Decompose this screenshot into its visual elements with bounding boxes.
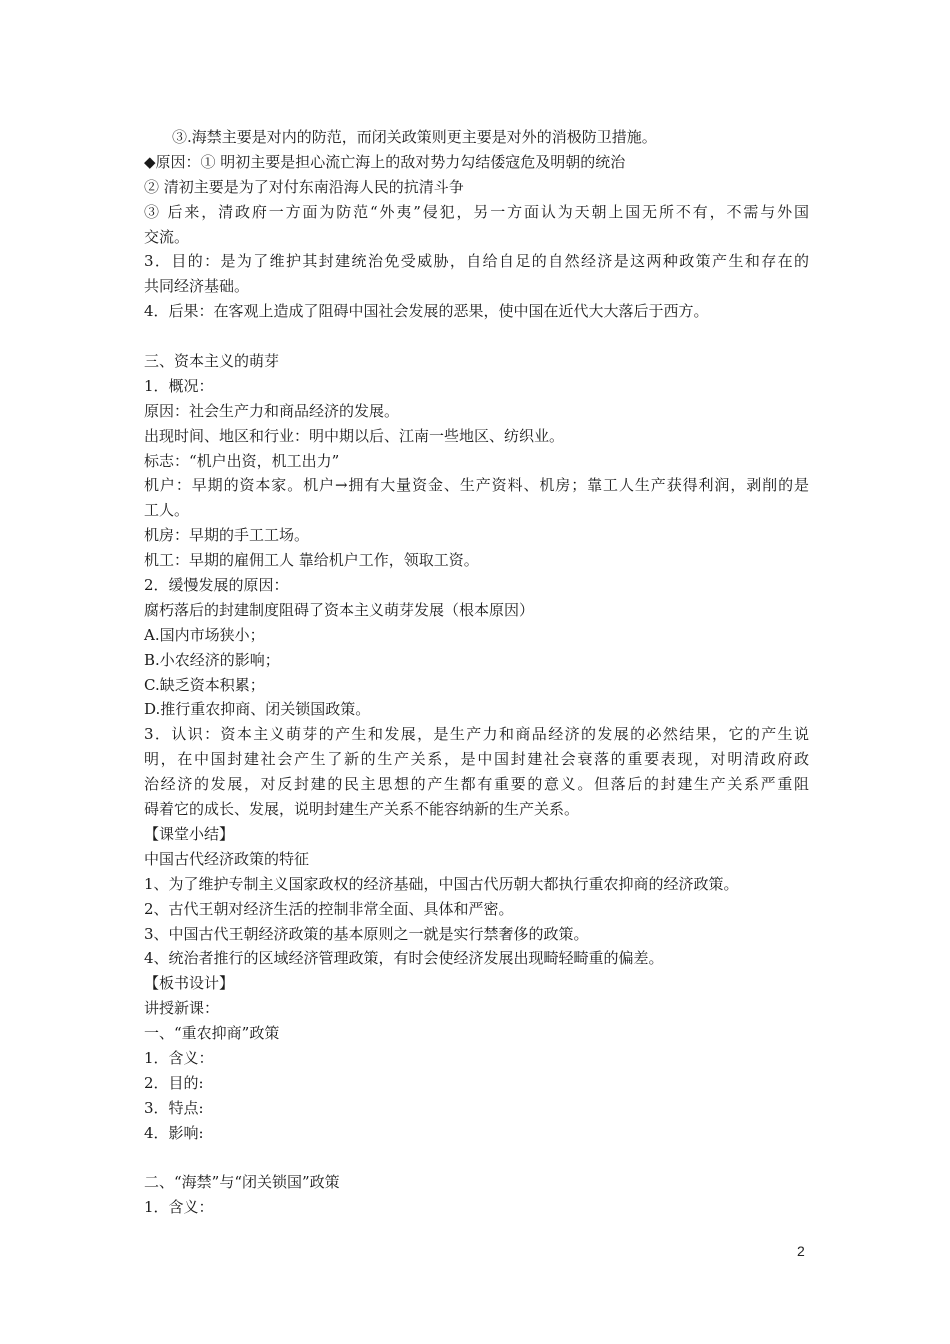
list-item: 3．特点: bbox=[144, 1098, 204, 1117]
text-line: 中国古代经济政策的特征 bbox=[144, 849, 310, 868]
list-item: 4．影响: bbox=[144, 1123, 204, 1142]
list-item: 4、统治者推行的区域经济管理政策，有时会使经济发展出现畸轻畸重的偏差。 bbox=[144, 949, 664, 968]
text-line: 2．缓慢发展的原因： bbox=[144, 576, 289, 595]
text-line: ② 清初主要是为了对付东南沿海人民的抗清斗争 bbox=[144, 177, 464, 196]
text-line: 出现时间、地区和行业：明中期以后、江南一些地区、纺织业。 bbox=[144, 426, 565, 445]
list-item: 1、为了维护专制主义国家政权的经济基础，中国古代历朝大都执行重农抑商的经济政策。 bbox=[144, 874, 739, 893]
list-item: C.缺乏资本积累； bbox=[144, 675, 265, 694]
list-item: D.推行重农抑商、闭关锁国政策。 bbox=[144, 700, 371, 719]
section-heading: 【板书设计】 bbox=[144, 974, 235, 993]
page-content bbox=[144, 125, 809, 1220]
text-line: 4．后果：在客观上造成了阻碍中国社会发展的恶果，使中国在近代大大落后于西方。 bbox=[144, 302, 709, 321]
text-line: ③.海禁主要是对内的防范，而闭关政策则更主要是对外的消极防卫措施。 bbox=[172, 128, 657, 146]
section-heading: 一、“重农抑商”政策 bbox=[144, 1024, 280, 1043]
text-line: 工人。 bbox=[144, 501, 190, 520]
text-line: 3．认识：资本主义萌芽的产生和发展，是生产力和商品经济的发展的必然结果，它的产生说 bbox=[144, 725, 809, 744]
text-line: 机房：早期的手工工场。 bbox=[144, 526, 310, 545]
section-heading: 三、资本主义的萌芽 bbox=[144, 352, 280, 371]
text-line: ③ 后来，清政府一方面为防范“外夷”侵犯，另一方面认为天朝上国无所不有，不需与外国 bbox=[144, 202, 809, 221]
page-number: 2 bbox=[797, 1243, 805, 1259]
text-line: 腐朽落后的封建制度阻碍了资本主义萌芽发展（根本原因） bbox=[144, 600, 535, 619]
text-line: 机户：早期的资本家。机户→拥有大量资金、生产资料、机房；靠工人生产获得利润，剥削的是 bbox=[144, 476, 809, 495]
list-item: 1．含义： bbox=[144, 1198, 214, 1217]
text-line: 明，在中国封建社会产生了新的生产关系，是中国封建社会衰落的重要表现，对明清政府政 bbox=[144, 750, 809, 769]
text-line: 机工：早期的雇佣工人 靠给机户工作，领取工资。 bbox=[144, 551, 479, 570]
text-line: 标志：“机户出资，机工出力” bbox=[144, 451, 340, 470]
text-line: 治经济的发展，对反封建的民主思想的产生都有重要的意义。但落后的封建生产关系严重阻 bbox=[144, 775, 809, 794]
list-item: B.小农经济的影响； bbox=[144, 650, 280, 669]
text-line: 交流。 bbox=[144, 227, 190, 246]
section-heading: 二、“海禁”与“闭关锁国”政策 bbox=[144, 1173, 340, 1192]
list-item: 1．含义： bbox=[144, 1048, 214, 1067]
list-item: 3、中国古代王朝经济政策的基本原则之一就是实行禁奢侈的政策。 bbox=[144, 924, 589, 943]
text-line: 讲授新课： bbox=[144, 999, 220, 1018]
list-item: 2、古代王朝对经济生活的控制非常全面、具体和严密。 bbox=[144, 899, 514, 918]
section-heading: 【课堂小结】 bbox=[144, 824, 235, 843]
text-line: 碍着它的成长、发展，说明封建生产关系不能容纳新的生产关系。 bbox=[144, 800, 580, 819]
list-item: 2．目的: bbox=[144, 1073, 204, 1092]
text-line: ◆原因：① 明初主要是担心流亡海上的敌对势力勾结倭寇危及明朝的统治 bbox=[144, 152, 626, 171]
blank-line bbox=[144, 324, 809, 349]
list-item: A.国内市场狭小； bbox=[144, 625, 265, 644]
text-line: 原因：社会生产力和商品经济的发展。 bbox=[144, 401, 400, 420]
blank-line bbox=[144, 1146, 809, 1171]
text-line: 1．概况： bbox=[144, 376, 214, 395]
text-line: 3．目的：是为了维护其封建统治免受威胁，自给自足的自然经济是这两种政策产生和存在的 bbox=[144, 252, 809, 271]
text-line: 共同经济基础。 bbox=[144, 277, 250, 296]
